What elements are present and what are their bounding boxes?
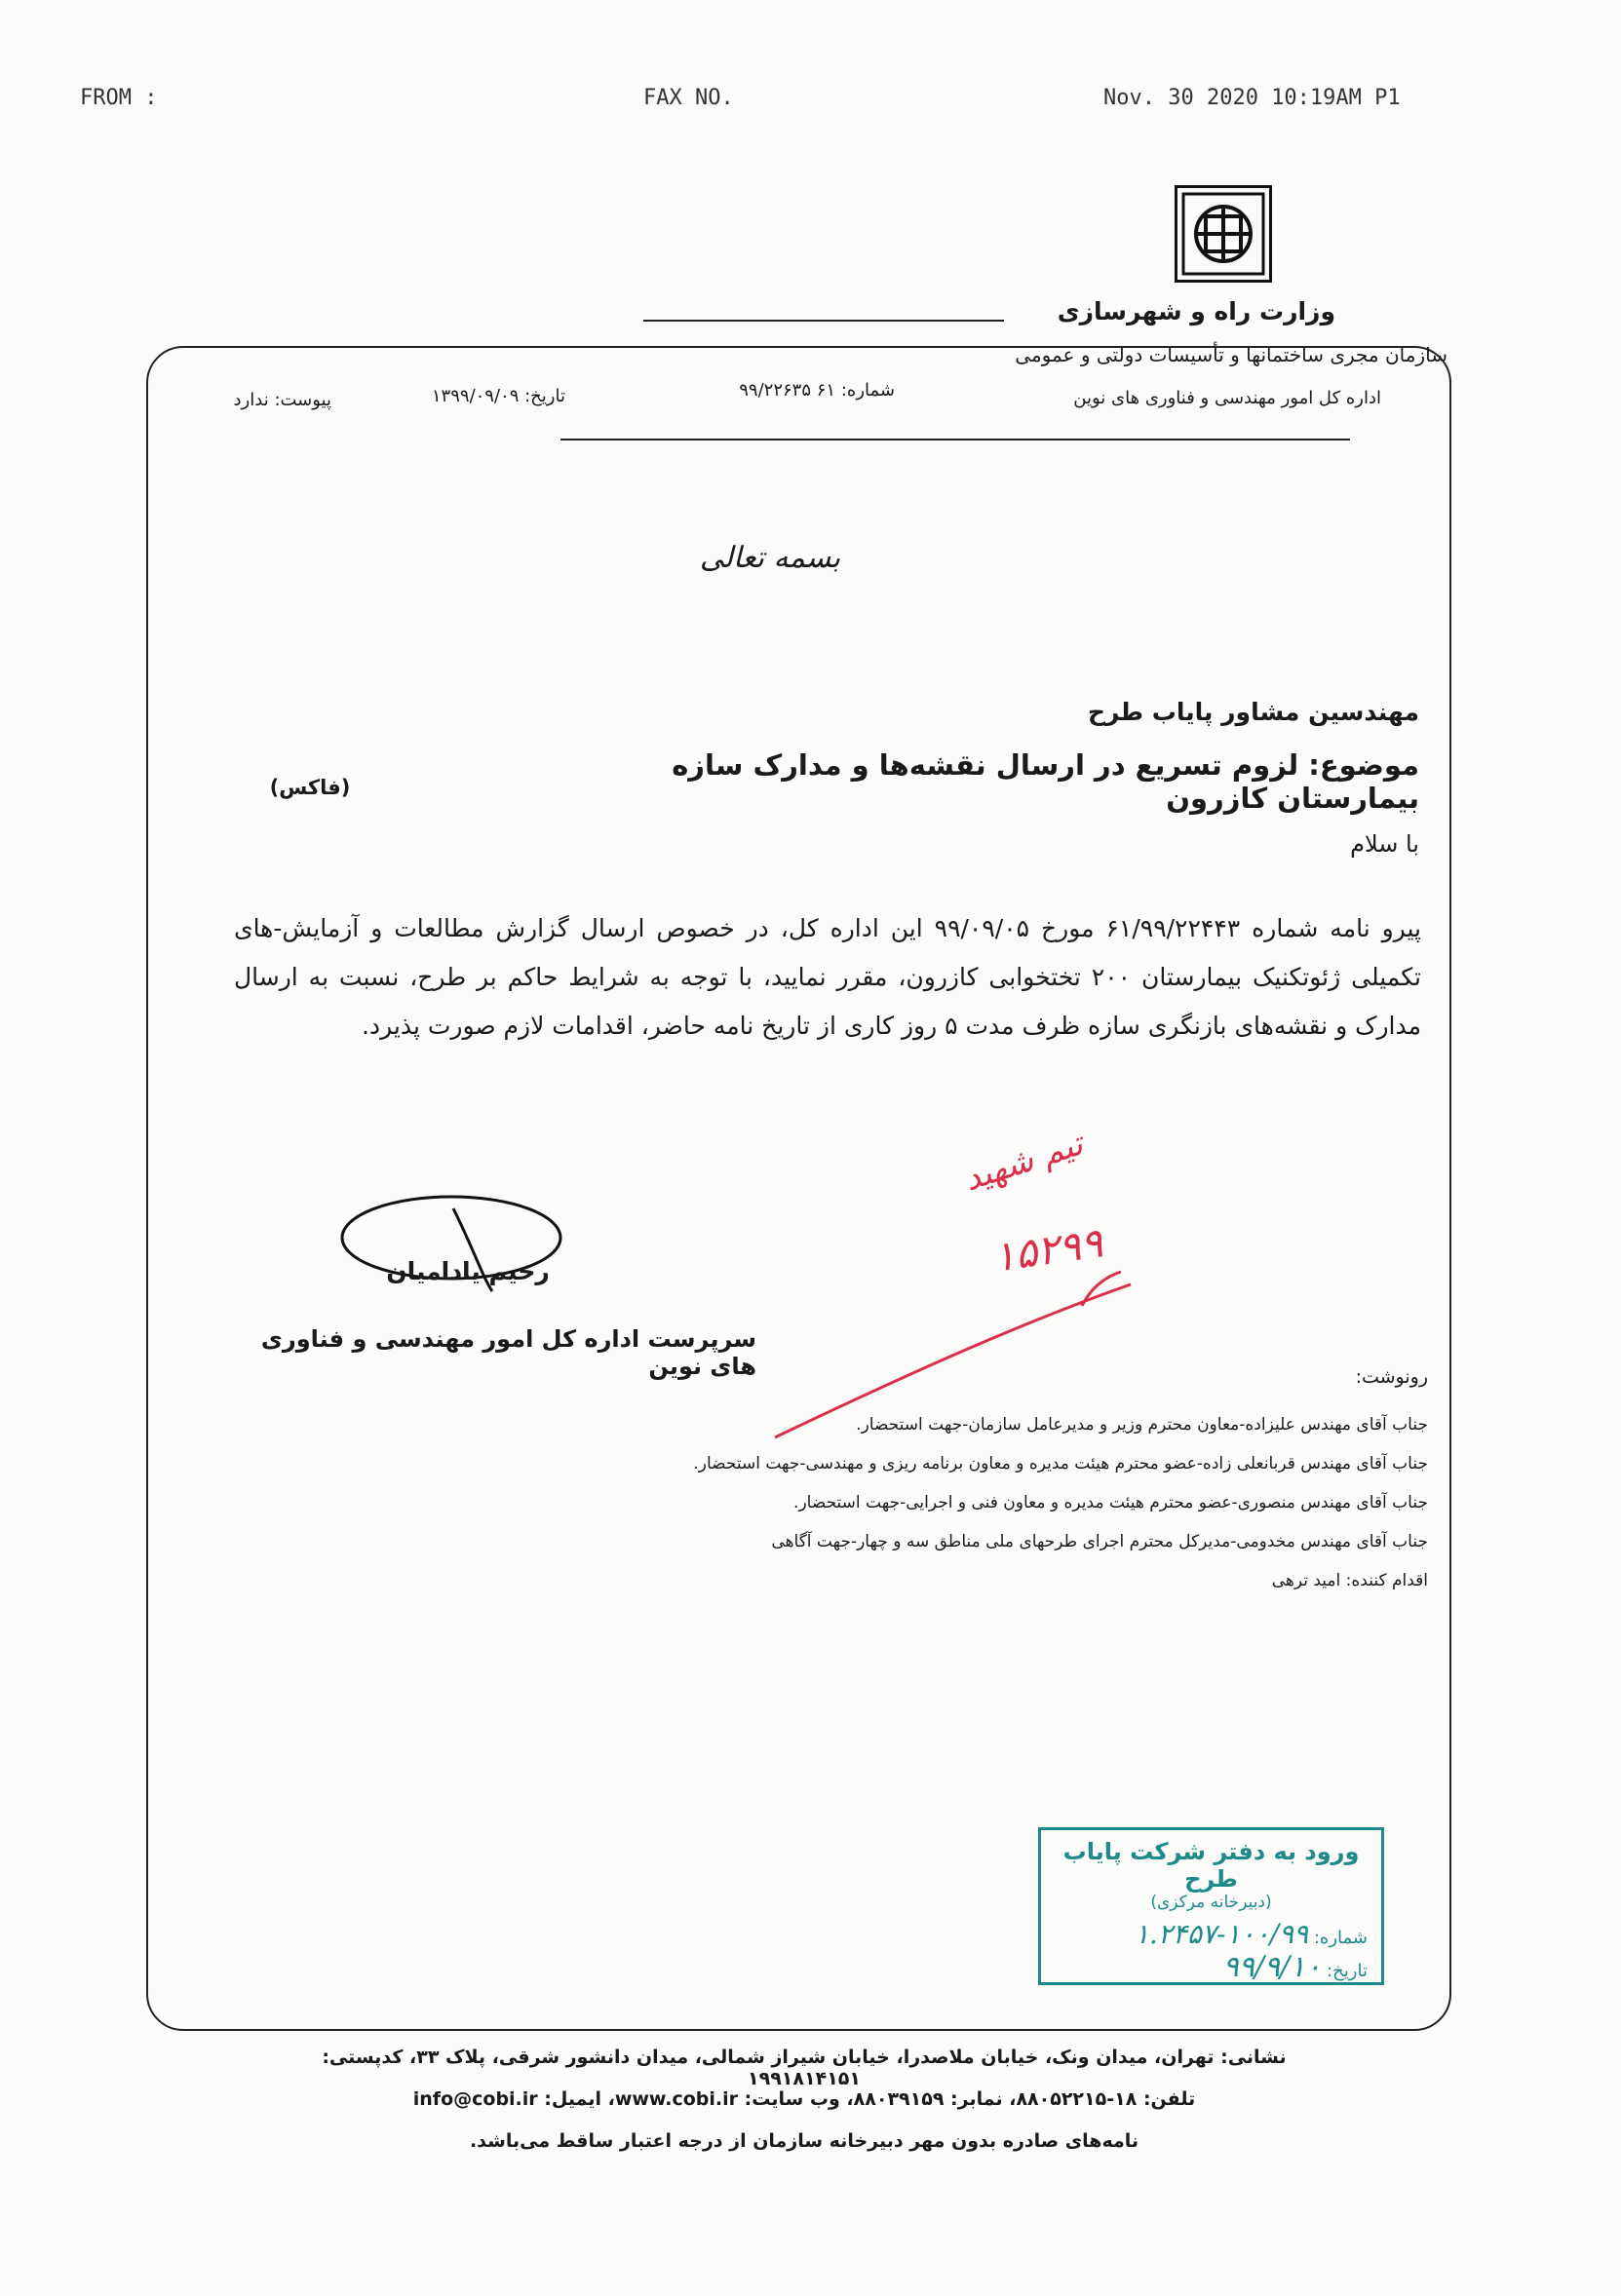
handwritten-note-line1: تیم شهید — [959, 1124, 1088, 1200]
received-stamp — [1038, 1827, 1384, 1985]
footer-address: نشانی: تهران، میدان ونک، خیابان ملاصدرا، خیابان شیراز شمالی، میدان دانشور شرقی، پلاک ۳۳، کدپستی: ۱۹۹۱۸۱۴۱۵۱ — [322, 2047, 1287, 2089]
letter-number: شماره: ۶۱ ۹۹/۲۲۶۳۵ — [739, 380, 895, 401]
signatory-title: سرپرست اداره کل امور مهندسی و فناوری های نوین — [260, 1325, 756, 1380]
cc-item: جناب آقای مهندس مخدومی-مدیرکل محترم اجرای طرحهای ملی مناطق سه و چهار-جهت آگاهی — [771, 1532, 1428, 1551]
stamp-subtitle: (دبیرخانه مرکزی) — [1150, 1893, 1272, 1912]
cc-list — [687, 1405, 1428, 1600]
invocation: بسمه تعالی — [699, 541, 841, 575]
stamp-title: ورود به دفتر شرکت پایاب طرح — [1062, 1838, 1360, 1893]
letter-attachment: پیوست: ندارد — [233, 390, 331, 410]
footer-contact: تلفن: ۱۸-۸۸۰۵۲۲۱۵، نمابر: ۸۸۰۳۹۱۵۹، وب سایت: www.cobi.ir، ایمیل: info@cobi.ir — [412, 2088, 1196, 2110]
footer-notice: نامه‌های صادره بدون مهر دبیرخانه سازمان از درجه اعتبار ساقط می‌باشد. — [469, 2130, 1139, 2152]
cc-heading: رونوشت: — [1355, 1366, 1428, 1388]
fax-from: FROM : — [80, 86, 158, 110]
recipient: مهندسین مشاور پایاب طرح — [1087, 698, 1419, 726]
letterhead-rule — [643, 320, 1004, 322]
cc-item: جناب آقای مهندس قربانعلی زاده-عضو محترم هیئت مدیره و معاون برنامه ریزی و مهندسی-جهت استحضار. — [693, 1454, 1428, 1473]
handwritten-note-line2: ۱۵۲۹۹ — [989, 1218, 1106, 1282]
organization-name: سازمان مجری ساختمانها و تأسیسات دولتی و عمومی — [1015, 343, 1447, 366]
signatory-name: رحیم یادامیان — [386, 1257, 550, 1285]
fax-mark: (فاکس) — [269, 776, 351, 799]
subject-line: موضوع: لزوم تسریع در ارسال نقشه‌ها و مدارک سازه بیمارستان کازرون — [672, 748, 1419, 815]
greeting: با سلام — [1350, 830, 1419, 858]
ministry-name: وزارت راه و شهرسازی — [1057, 297, 1335, 325]
ministry-logo — [1175, 185, 1272, 283]
letter-date: تاریخ: ۱۳۹۹/۰۹/۰۹ — [431, 386, 565, 406]
stamp-date: تاریخ: ۹۹/۹/۱۰ — [1222, 1950, 1368, 1984]
cc-item: جناب آقای مهندس منصوری-عضو محترم هیئت مدیره و معاون فنی و اجرایی-جهت استحضار. — [793, 1493, 1428, 1512]
frame-top-rule — [560, 439, 1350, 440]
fax-datetime: Nov. 30 2020 10:19AM P1 — [1103, 86, 1401, 110]
fax-number: FAX NO. — [643, 86, 734, 110]
cc-action-by: اقدام کننده: امید ترهی — [1271, 1571, 1428, 1590]
letter-body: پیرو نامه شماره ۶۱/۹۹/۲۲۴۴۳ مورخ ۹۹/۰۹/۰۵ این اداره کل، در خصوص ارسال گزارش مطالعات و آزمایش-های تکمیلی ژئوتکنیک بیمارستان ۲۰۰ تختخوابی کازرون، مقرر نمایید، با توجه به شرایط حاکم بر طرح، نسبت به ارسال مدارک و نقشه‌های بازنگری سازه ظرف مدت ۵ روز کاری از تاریخ نامه حاضر، اقدامات لازم صورت پذیرد. — [234, 914, 1421, 1040]
cc-item: جناب آقای مهندس علیزاده-معاون محترم وزیر و مدیرعامل سازمان-جهت استحضار. — [856, 1415, 1428, 1435]
ministry-emblem-icon — [1177, 188, 1269, 280]
department-name: اداره کل امور مهندسی و فناوری های نوین — [1073, 388, 1381, 408]
stamp-number: شماره: ۱۰۰/۹۹-۱.۲۴۵۷ — [1134, 1918, 1368, 1950]
